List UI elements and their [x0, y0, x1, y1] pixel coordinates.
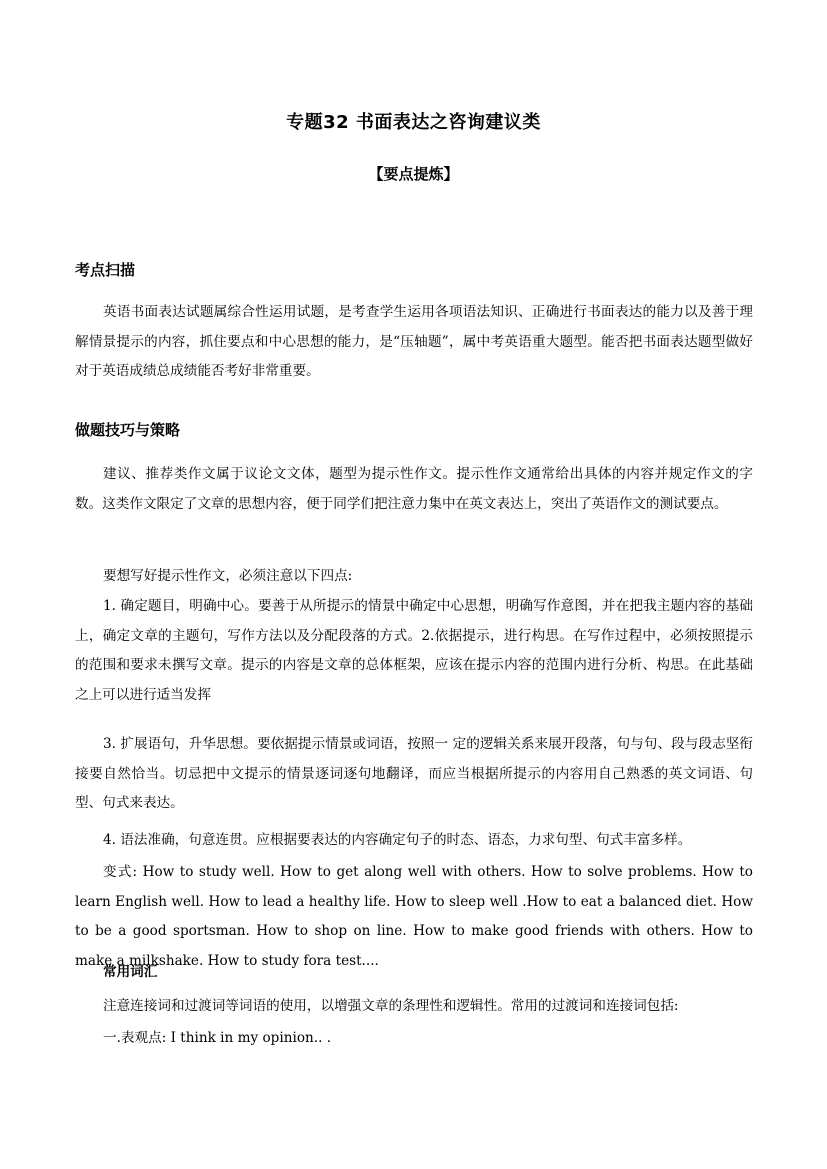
paragraph-point-1-2: 1. 确定题目，明确中心。要善于从所提示的情景中确定中心思想，明确写作意图，并在把我主题内容的基础上，确定文章的主题句，写作方法以及分配段落的方式。2.依据提示，进行构思。在写作过程中，必须按照提示的范围和要求未撰写文章。提示的内容是文章的总体框架，应该在提示内容的范围内进行分析、构思。在此基础之上可以进行适当发挥: [75, 598, 753, 703]
paragraph-intro: 建议、推荐类作文属于议论文文体，题型为提示性作文。提示性作文通常给出具体的内容并规定作文的字数。这类作文限定了文章的思想内容，便于同学们把注意力集中在英文表达上，突出了英语作文的测试要点。: [75, 466, 753, 512]
paragraph-four-points: 要想写好提示性作文，必须注意以下四点:: [103, 568, 353, 584]
paragraph-opinion-phrases: 一.表观点: I think in my opinion.. .: [103, 1030, 332, 1046]
paragraph-point-3: 3. 扩展语句，升华思想。要依据提示情景或词语，按照一 定的逻辑关系来展开段落，句与句、段与段志坚衔接要自然恰当。切忌把中文提示的情景逐词逐句地翻译，而应当根据所提示的内容用自己熟悉的英文词语、句型、句式来表达。: [75, 736, 753, 811]
paragraph-point-4: 4. 语法准确，句意连贯。应根据要表达的内容确定句子的时态、语态，力求句型、句式丰富多样。: [103, 832, 692, 848]
paragraph-exam-scan: 英语书面表达试题属综合性运用试题，是考查学生运用各项语法知识、正确进行书面表达的能力以及善于理解情景提示的内容，抓住要点和中心思想的能力，是“压轴题”，属中考英语重大题型。能否把书面表达题型做好对于英语成绩总成绩能否考好非常重要。: [75, 304, 753, 379]
document-title: 专题32 书面表达之咨询建议类: [286, 112, 541, 133]
section-heading-exam-scan: 考点扫描: [75, 261, 136, 279]
document-subtitle: 【要点提炼】: [368, 165, 459, 183]
subheading-common-vocabulary: 常用词汇: [103, 964, 158, 980]
paragraph-variants: 变式: How to study well. How to get along well with others. How to solve problems. How to learn English well. How to lead a healthy life. How to sleep well .How to eat a balanced diet. How to be a good sportsman. How to shop on line. How to make good friends with others. How to make a milkshake. How to study fora test....: [75, 864, 753, 969]
section-heading-tips-strategies: 做题技巧与策略: [75, 421, 181, 439]
paragraph-connectives: 注意连接词和过渡词等词语的使用，以增强文章的条理性和逻辑性。常用的过渡词和连接词包括:: [103, 998, 679, 1014]
